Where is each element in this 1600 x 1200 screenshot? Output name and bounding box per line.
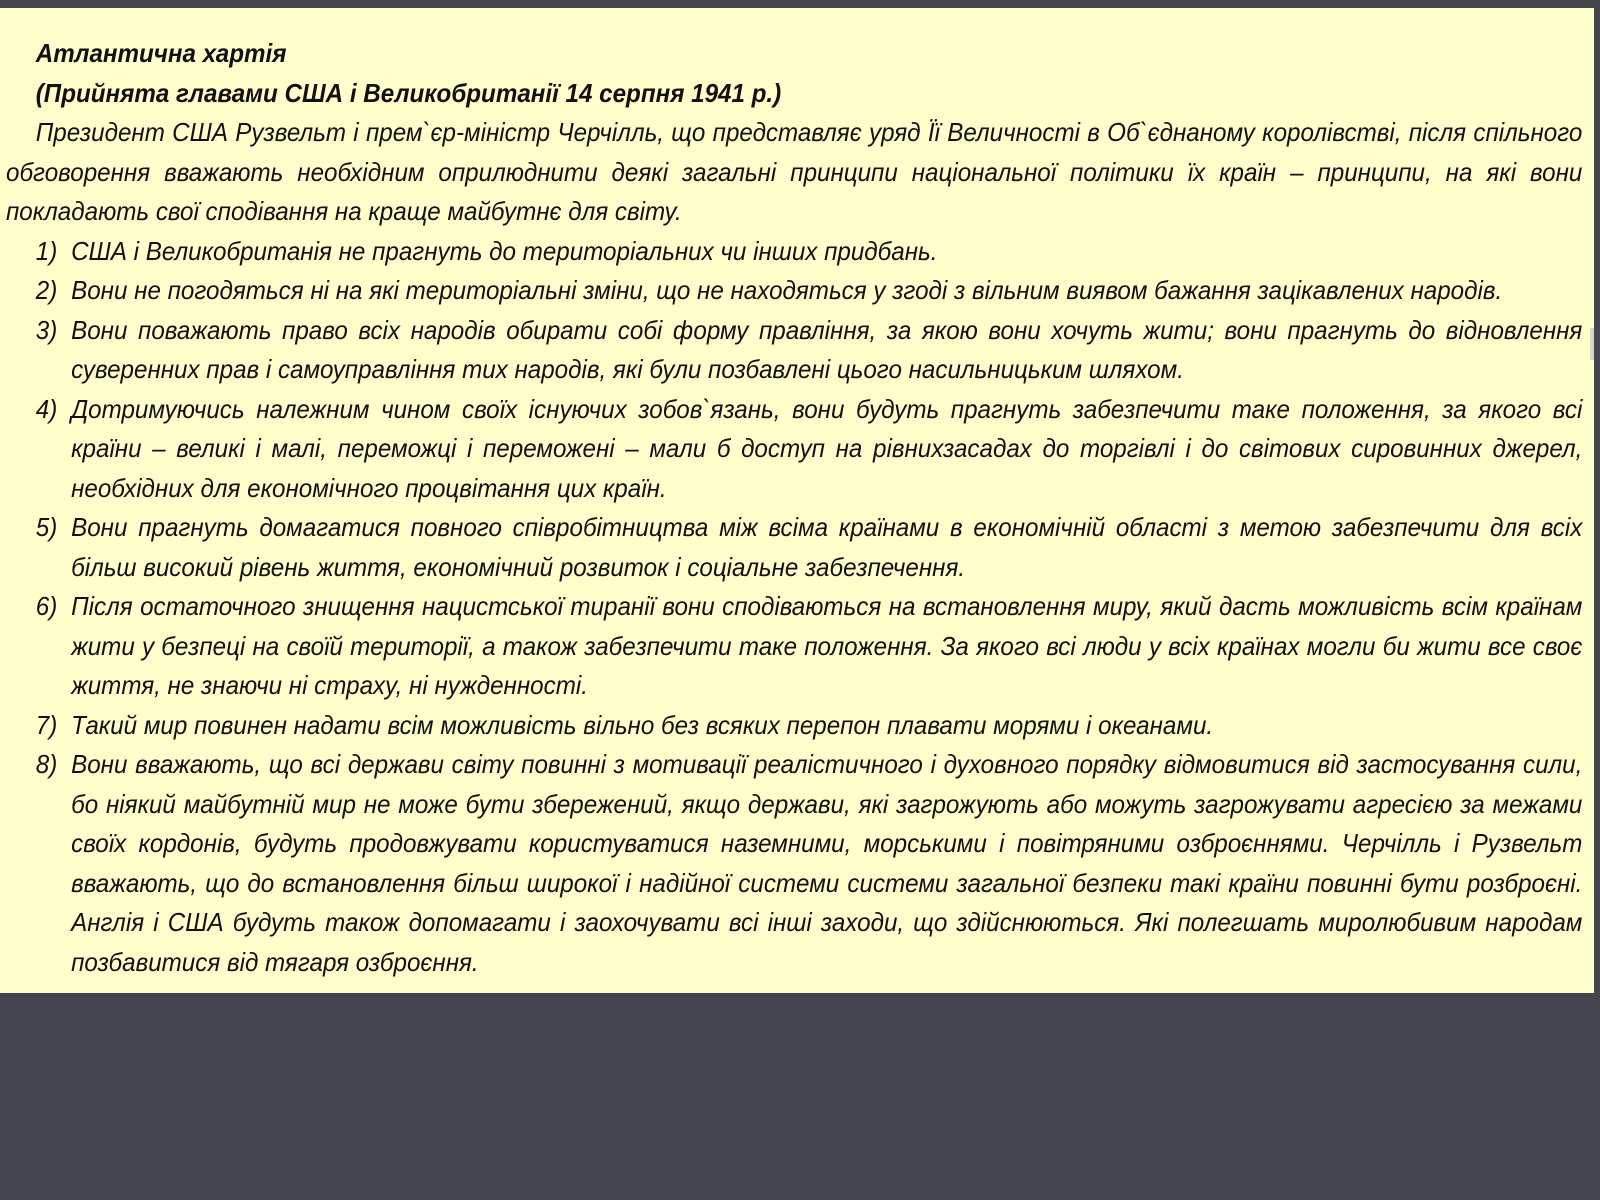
document-text [6,34,1582,982]
article-number: 4) [35,393,58,424]
article-4 [6,390,1582,509]
article-text: Дотримуючись належним чином своїх існуючих зобов`язань, вони будуть прагнуть забезпечити таке положення, за якого всі країни – великі і малі, переможці і переможені – мали б доступ на рівнихзасадах до торгівлі і до світових сировинних джерел, необхідних для економічного процвітання цих країн. [71,393,1583,503]
article-number: 3) [35,314,58,345]
article-5 [6,508,1582,587]
article-number: 8) [35,749,58,779]
article-6 [6,587,1582,706]
article-text: Вони не погодяться ні на які територіальні зміни, що не находяться у згоді з вільним виявом бажання зацікавлених народів. [71,275,1503,305]
articles-list [6,232,1582,983]
article-text: США і Великобританія не прагнуть до територіальних чи інших придбань. [71,235,938,266]
article-text: Вони поважають право всіх народів обирати собі форму правління, за якою вони хочуть жити; вони прагнуть до відновлення суверенних прав і самоуправління тих народів, які були позбавлені цього насильницьким шляхом. [71,314,1583,384]
article-number: 2) [35,275,58,305]
article-2 [6,271,1582,311]
article-number: 5) [35,512,58,542]
article-text: Вони вважають, що всі держави світу повинні з мотивації реалістичного і духовного порядку відмовитися від застосування сили, бо ніякий майбутній мир не може бути збережений, якщо держави, які загрожують або можуть загрожувати агресією за межами своїх кордонів, будуть продовжувати користуватися наземними, морськими і повітряними озброєннями. Черчілль і Рузвельт вважають, що до встановлення більш широкої і надійної системи системи загальної безпеки такі країни повинні бути розброєні. Англія і США будуть також допомагати і заохочувати всі інші заходи, що здійснюються. Які полегшать миролюбивим народам позбавитися від тягаря озброєння. [71,749,1583,977]
document-intro: Президент США Рузвельт і прем`єр-міністр Черчілль, що представляє уряд Її Величності в Об`єднаному королівстві, після спільного обговорення вважають необхідним оприлюднити деякі загальні принципи національної політики їх країн – принципи, на які вони покладають свої сподівання на краще майбутнє для світу. [6,117,1583,226]
document-panel [0,8,1594,993]
article-3 [6,311,1582,390]
article-text: Вони прагнуть домагатися повного співробітництва між всіма країнами в економічній області з метою забезпечити для всіх більш високий рівень життя, економічний розвиток і соціальне забезпечення. [71,512,1583,582]
article-text: Після остаточного знищення нацистської тиранії вони сподіваються на встановлення миру, який дасть можливість всім країнам жити у безпеці на своїй території, а також забезпечити таке положення. За якого всі люди у всіх країнах могли би жити все своє життя, не знаючи ні страху, ні нужденності. [71,591,1583,700]
article-7 [6,706,1582,746]
scroll-edge-marker [1590,328,1594,360]
article-number: 6) [35,591,58,621]
article-number: 7) [35,709,58,740]
article-1 [6,232,1582,272]
article-number: 1) [35,235,58,266]
article-8 [6,745,1582,982]
article-text: Такий мир повинен надати всім можливість вільно без всяких перепон плавати морями і океанами. [71,709,1214,740]
document-subtitle: (Прийнята главами США і Великобританії 14 серпня 1941 р.) [35,77,782,108]
document-title: Атлантична хартія [35,38,287,68]
